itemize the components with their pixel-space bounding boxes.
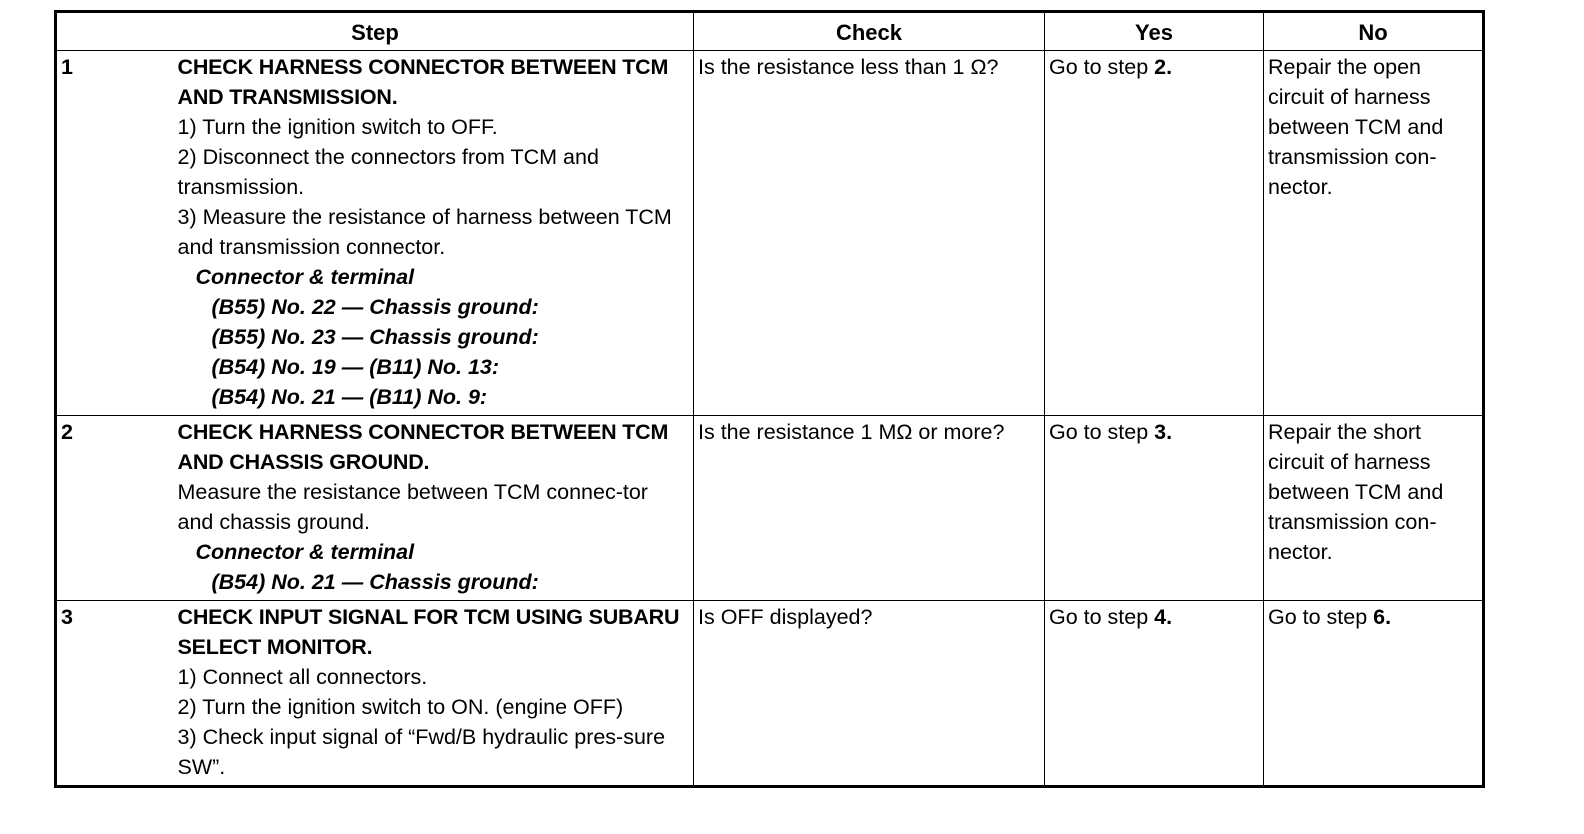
check-cell: Is the resistance 1 MΩ or more? (694, 416, 1045, 601)
step-instruction: Measure the resistance between TCM connec-tor and chassis ground. (177, 480, 648, 534)
table-row (56, 51, 1484, 416)
header-step: Step (56, 12, 694, 51)
connector-terminal-title: Connector & terminal (195, 540, 415, 564)
header-no: No (1264, 12, 1484, 51)
step-instruction: 2) Turn the ignition switch to ON. (engine OFF) (177, 695, 624, 719)
check-cell: Is the resistance less than 1 Ω? (694, 51, 1045, 416)
step-title: CHECK HARNESS CONNECTOR BETWEEN TCM AND TRANSMISSION. (177, 55, 669, 109)
no-prefix: Go to step (1268, 605, 1374, 629)
yes-prefix: Go to step (1049, 55, 1155, 79)
yes-cell (1045, 416, 1264, 601)
table-row (56, 416, 1484, 601)
step-instruction: 3) Measure the resistance of harness between TCM and transmission connector. (177, 205, 672, 259)
yes-step: 4. (1154, 605, 1173, 629)
step-number: 1 (56, 51, 174, 416)
yes-cell (1045, 51, 1264, 416)
connector-terminal-item: (B54) No. 21 — (B11) No. 9: (211, 385, 488, 409)
step-instruction: 3) Check input signal of “Fwd/B hydraulic pres-sure SW”. (177, 725, 666, 779)
step-instruction: 2) Disconnect the connectors from TCM and transmission. (177, 145, 599, 199)
connector-terminal-item: (B54) No. 21 — Chassis ground: (211, 570, 539, 594)
connector-terminal-title: Connector & terminal (195, 265, 415, 289)
step-instruction: 1) Turn the ignition switch to OFF. (177, 115, 498, 139)
connector-terminal-item: (B55) No. 23 — Chassis ground: (211, 325, 539, 349)
step-instruction: 1) Connect all connectors. (177, 665, 428, 689)
step-title: CHECK INPUT SIGNAL FOR TCM USING SUBARU SELECT MONITOR. (177, 605, 680, 659)
header-check: Check (694, 12, 1045, 51)
header-row (56, 12, 1484, 51)
yes-cell (1045, 601, 1264, 787)
connector-terminal-item: (B55) No. 22 — Chassis ground: (211, 295, 539, 319)
connector-terminal-item: (B54) No. 19 — (B11) No. 13: (211, 355, 500, 379)
no-cell (1264, 601, 1484, 787)
check-cell: Is OFF displayed? (694, 601, 1045, 787)
yes-prefix: Go to step (1049, 605, 1155, 629)
no-step: 6. (1373, 605, 1392, 629)
yes-prefix: Go to step (1049, 420, 1155, 444)
no-cell: Repair the short circuit of harness between TCM and transmission con-nector. (1264, 416, 1484, 601)
table-row (56, 601, 1484, 787)
diagnosis-table (54, 10, 1485, 788)
step-number: 2 (56, 416, 174, 601)
yes-step: 3. (1154, 420, 1173, 444)
step-description (174, 51, 694, 416)
step-number: 3 (56, 601, 174, 787)
step-title: CHECK HARNESS CONNECTOR BETWEEN TCM AND CHASSIS GROUND. (177, 420, 669, 474)
header-yes: Yes (1045, 12, 1264, 51)
step-description (174, 416, 694, 601)
yes-step: 2. (1154, 55, 1173, 79)
step-description (174, 601, 694, 787)
no-cell: Repair the open circuit of harness between TCM and transmission con-nector. (1264, 51, 1484, 416)
